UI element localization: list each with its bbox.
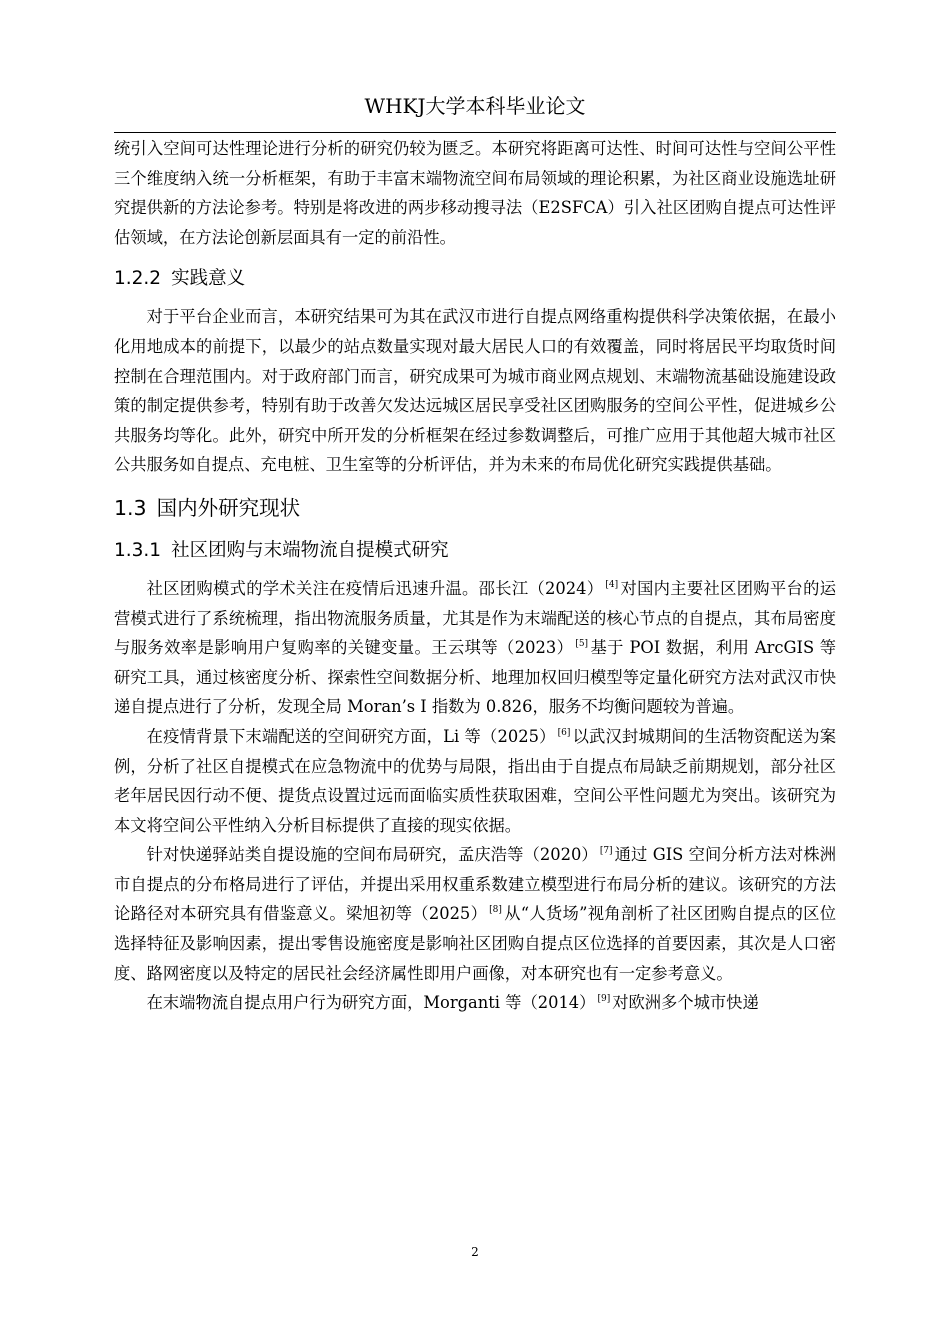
citation-6: [6] [557, 727, 571, 738]
page-number: 2 [471, 1245, 479, 1259]
heading-1-2-2 [114, 264, 836, 294]
text-run: 针对快递驿站类自提设施的空间布局研究，孟庆浩等（2020） [146, 845, 598, 865]
paragraph-epidemic-delivery [114, 722, 836, 840]
citation-4: [4] [605, 579, 619, 590]
text-run: 对国内主要社区团购平台的运营模式进行了系统梳理，指出物流服务质量，尤其是作为末端配送的核心节点的自提点，其布局密度与服务效率是影响用户复购率的关键变量。王云琪等（2023） [114, 578, 836, 658]
text-run: 社区团购模式的学术关注在疫情后迅速升温。邵长江（2024） [146, 578, 604, 598]
paragraph-community-group-buying [114, 574, 836, 722]
citation-7: [7] [599, 846, 613, 857]
citation-9: [9] [597, 994, 611, 1005]
text-run: 在疫情背景下末端配送的空间研究方面，Li 等（2025） [146, 726, 556, 746]
text-run: 对欧洲多个城市快递 [612, 993, 759, 1013]
heading-text: 社区团购与末端物流自提模式研究 [171, 539, 449, 561]
running-header: WHKJ大学本科毕业论文 [364, 94, 586, 118]
heading-1-3-1 [114, 536, 836, 566]
citation-8: [8] [489, 905, 502, 916]
page-body [114, 134, 836, 1018]
heading-1-3 [114, 492, 836, 524]
text-run: 基于 POI 数据，利用 ArcGIS 等研究工具，通过核密度分析、探索性空间数据分析、地理加权回归模型等定量化研究方法对武汉市快递自提点进行了分析，发现全局 Moran’s I 指数为 0.826，服务不均衡问题较为普遍。 [114, 638, 836, 717]
text-run: 从“人货场”视角剖析了社区团购自提点的区位选择特征及影响因素，提出零售设施密度是影响社区团购自提点区位选择的首要因素，其次是人口密度、路网密度以及特定的居民社会经济属性即用户画像，对本研究也有一定参考意义。 [114, 904, 836, 983]
paragraph-practice: 对于平台企业而言，本研究结果可为其在武汉市进行自提点网络重构提供科学决策依据，在最小化用地成本的前提下，以最少的站点数量实现对最大居民人口的有效覆盖，同时将居民平均取货时间控制在合理范围内。对于政府部门而言，研究成果可为城市商业网点规划、末端物流基础设施建设政策的制定提供参考，特别有助于改善欠发达远城区居民享受社区团购服务的空间公平性，促进城乡公共服务均等化。此外，研究中所开发的分析框架在经过参数调整后，可推广应用于其他超大城市社区公共服务如自提点、充电桩、卫生室等的分析评估，并为未来的布局优化研究实践提供基础。 [114, 307, 836, 475]
heading-number: 1.3 [114, 495, 147, 520]
text-run: 在末端物流自提点用户行为研究方面，Morganti 等（2014） [146, 993, 596, 1013]
paragraph-user-behavior [114, 988, 836, 1018]
citation-5: [5] [575, 638, 589, 649]
heading-number: 1.2.2 [114, 268, 162, 290]
heading-text: 国内外研究现状 [156, 495, 301, 520]
text-run: 以武汉封城期间的生活物资配送为案例，分析了社区自提模式在应急物流中的优势与局限，指出由于自提点布局缺乏前期规划，部分社区老年居民因行动不便、提货点设置过远而面临实质性获取困难，空间公平性问题尤为突出。该研究为本文将空间公平性纳入分析目标提供了直接的现实依据。 [114, 726, 836, 835]
paragraph-station-layout [114, 840, 836, 988]
heading-number: 1.3.1 [114, 539, 162, 561]
heading-text: 实践意义 [171, 268, 246, 290]
text-run: 通过 GIS 空间分析方法对株洲市自提点的分布格局进行了评估，并提出采用权重系数建立模型进行布局分析的建议。该研究的方法论路径对本研究具有借鉴意义。梁旭初等（2025） [114, 845, 836, 924]
header-rule [114, 132, 836, 133]
paragraph-intro-continued: 统引入空间可达性理论进行分析的研究仍较为匮乏。本研究将距离可达性、时间可达性与空间公平性三个维度纳入统一分析框架，有助于丰富末端物流空间布局领域的理论积累，为社区商业设施选址研究提供新的方法论参考。特别是将改进的两步移动搜寻法（E2SFCA）引入社区团购自提点可达性评估领域，在方法论创新层面具有一定的前沿性。 [114, 139, 836, 247]
